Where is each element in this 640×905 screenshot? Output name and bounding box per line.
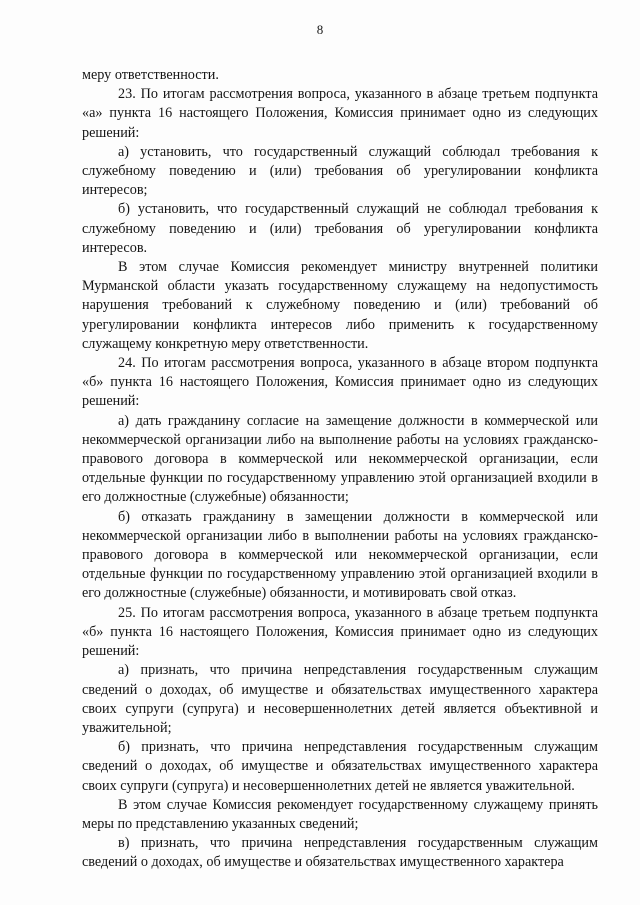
paragraph-25-b: б) признать, что причина непредставления государственным служащим сведений о доходах, об имуществе и обязательствах имущественного характера своих супруги (супруга) и несовершеннолетних детей не является уважительной. <box>82 739 598 794</box>
paragraph-23-recommendation: В этом случае Комиссия рекомендует министру внутренней политики Мурманской области указать государственному служащему на недопустимость нарушения требований к служебному поведению и (или) требований об урегулировании конфликта интересов либо применить к государственному служащему конкретную меру ответственности. <box>82 259 598 352</box>
document-body <box>82 66 598 873</box>
page-number: 8 <box>316 22 324 37</box>
paragraph-23-b: б) установить, что государственный служащий не соблюдал требования к служебному поведению и (или) требования об урегулировании конфликта интересов. <box>82 201 598 256</box>
paragraph-24-b: б) отказать гражданину в замещении должности в коммерческой или некоммерческой организации либо в выполнении работы на условиях гражданско-правового договора в коммерческой или некоммерческой организации, если отдельные функции по государственному управлению этой организацией входили в его должностные (служебные) обязанности, и мотивировать свой отказ. <box>82 508 598 602</box>
paragraph-item-24: 24. По итогам рассмотрения вопроса, указанного в абзаце втором подпункта «б» пункта 16 настоящего Положения, Комиссия принимает одно из следующих решений: <box>82 355 598 410</box>
paragraph-25-a: а) признать, что причина непредставления государственным служащим сведений о доходах, об имуществе и обязательствах имущественного характера своих супруги (супруга) и несовершеннолетних детей является объективной и уважительной; <box>82 662 598 736</box>
paragraph-25-recommendation: В этом случае Комиссия рекомендует государственному служащему принять меры по представлению указанных сведений; <box>82 796 598 832</box>
paragraph-continuation: меру ответственности. <box>82 67 219 83</box>
paragraph-item-23: 23. По итогам рассмотрения вопроса, указанного в абзаце третьем подпункта «а» пункта 16 настоящего Положения, Комиссия принимает одно из следующих решений: <box>82 86 598 141</box>
paragraph-24-a: а) дать гражданину согласие на замещение должности в коммерческой или некоммерческой организации либо на выполнение работы на условиях гражданско-правового договора в коммерческой или некоммерческой организации, если отдельные функции по государственному управлению этой организацией входили в его должностные (служебные) обязанности; <box>82 412 598 506</box>
paragraph-25-c: в) признать, что причина непредставления государственным служащим сведений о доходах, об имуществе и обязательствах имущественного характера <box>82 835 598 871</box>
paragraph-item-25: 25. По итогам рассмотрения вопроса, указанного в абзаце третьем подпункта «б» пункта 16 настоящего Положения, Комиссия принимает одно из следующих решений: <box>82 604 598 660</box>
paragraph-23-a: а) установить, что государственный служащий соблюдал требования к служебному поведению и (или) требования об урегулировании конфликта интересов; <box>82 143 598 199</box>
